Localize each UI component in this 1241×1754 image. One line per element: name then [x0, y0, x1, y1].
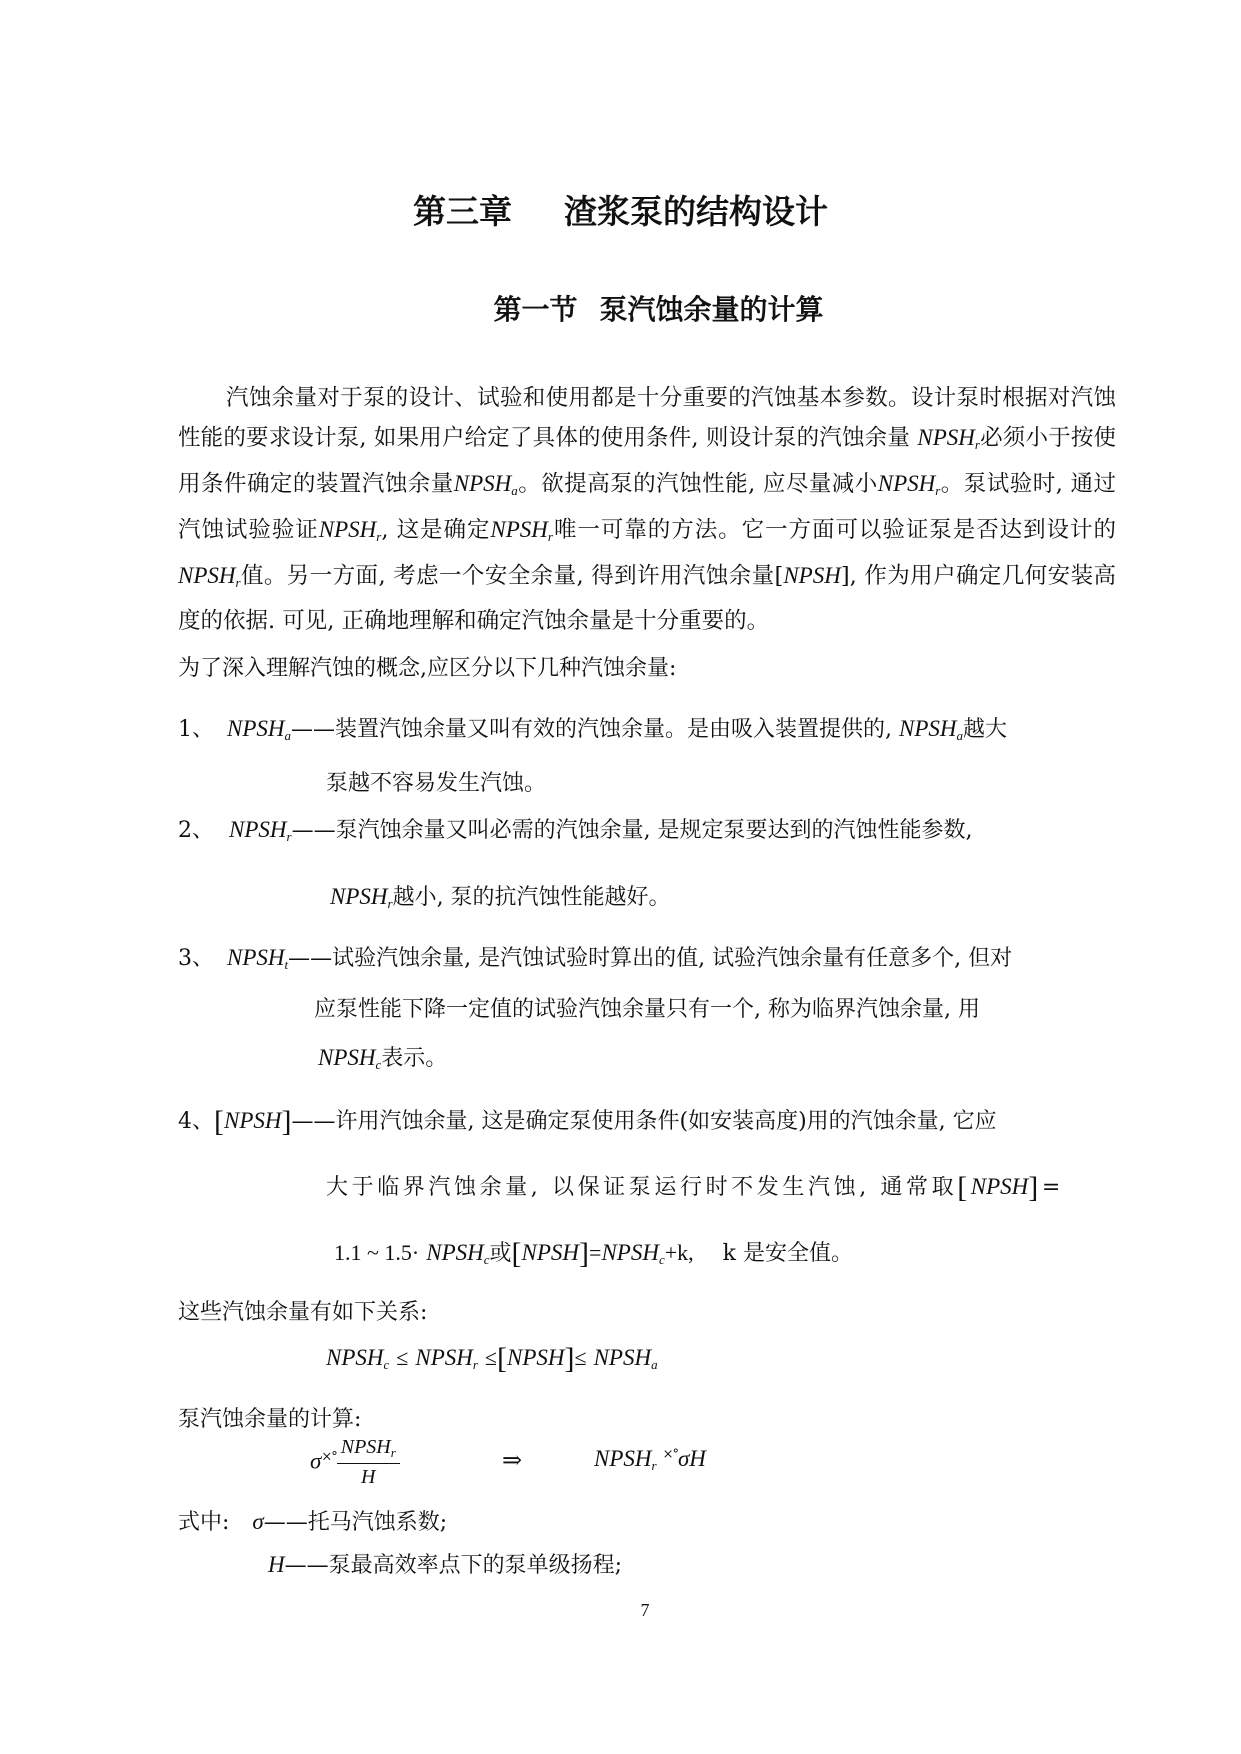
list-item-continuation: 1.1 ~ $1.5\cdot NPSH_c$或$[NPSH]=NPSH_c+k$, k 是安全值。: [334, 1237, 853, 1270]
relation-formula: $NPSH_c$ ≤ $NPSH_r$ ≤[NPSH]≤ $NPSH_a$: [326, 1342, 658, 1375]
cavitation-formula: σ×° $\frac{NPSH_r}{H}$: [310, 1436, 400, 1489]
list-item-continuation: 泵越不容易发生汽蚀。: [326, 771, 547, 796]
section-number: 第一节: [493, 293, 578, 326]
list-item-continuation: 应泵性能下降一定值的试验汽蚀余量只有一个, 称为临界汽蚀余量, 用: [314, 997, 980, 1022]
where-H: H——泵最高效率点下的泵单级扬程;: [268, 1552, 623, 1578]
list-item-continuation: $NPSH_c$表示。: [318, 1045, 448, 1072]
list-item-continuation: 大于临界汽蚀余量, 以保证泵运行时不发生汽蚀, 通常取[NPSH]=: [326, 1171, 1064, 1204]
page-number: 7: [640, 1600, 650, 1620]
list-item: 2、 $NPSH_r——$泵汽蚀余量又叫必需的汽蚀余量, 是规定泵要达到的汽蚀性能参数,: [178, 817, 973, 844]
chapter-heading: [0, 186, 1241, 233]
list-item: 1、 $NPSH_a——$装置汽蚀余量又叫有效的汽蚀余量。是由吸入装置提供的, $NPSH_a$越大: [178, 716, 1008, 743]
chapter-number: 第三章: [413, 192, 512, 231]
intro-line: 为了深入理解汽蚀的概念,应区分以下几种汽蚀余量:: [178, 656, 677, 681]
relation-intro: 这些汽蚀余量有如下关系:: [178, 1300, 428, 1325]
section-heading: [0, 288, 1241, 328]
list-item: 3、 $NPSH_t——$试验汽蚀余量, 是汽蚀试验时算出的值, 试验汽蚀余量有任意多个, 但对: [178, 945, 1013, 972]
list-item-continuation: $NPSH_r$越小, 泵的抗汽蚀性能越好。: [330, 884, 671, 911]
npsh-a-symbol: $NPSH_a$: [453, 471, 518, 498]
section-title: 泵汽蚀余量的计算: [599, 293, 824, 326]
list-item: 4、[NPSH]——许用汽蚀余量, 这是确定泵使用条件(如安装高度)用的汽蚀余量, 它应: [178, 1105, 997, 1138]
where-sigma: 式中: σ——托马汽蚀系数;: [178, 1509, 448, 1535]
implies-arrow: ⇒: [502, 1446, 523, 1474]
npsh-r-symbol: $NPSH_r$: [917, 425, 980, 452]
calc-intro: 泵汽蚀余量的计算:: [178, 1407, 362, 1432]
intro-paragraph: 汽蚀余量对于泵的设计、试验和使用都是十分重要的汽蚀基本参数。设计泵时根据对汽蚀性能的要求设计泵, 如果用户给定了具体的使用条件, 则设计泵的汽蚀余量 $NPSH_r$必须小于按使用条件确定的装置汽蚀余量$NPSH_a$。欲提高泵的汽蚀性能, 应尽量减小$NPSH_r$。泵试验时, 通过汽蚀试验验证$NPSH_r$, 这是确定$NPSH_r$唯一可靠的方法。它一方面可以验证泵是否达到设计的$NPSH_r$值。另一方面, 考虑一个安全余量, 得到许用汽蚀余量[NPSH], 作为用户确定几何安装高度的依据. 可见, 正确地理解和确定汽蚀余量是十分重要的。: [178, 385, 1116, 634]
chapter-title: 渣浆泵的结构设计: [564, 192, 828, 231]
npsh-formula: $NPSH_r^{\times^\circ}\sigma H$: [594, 1446, 706, 1473]
